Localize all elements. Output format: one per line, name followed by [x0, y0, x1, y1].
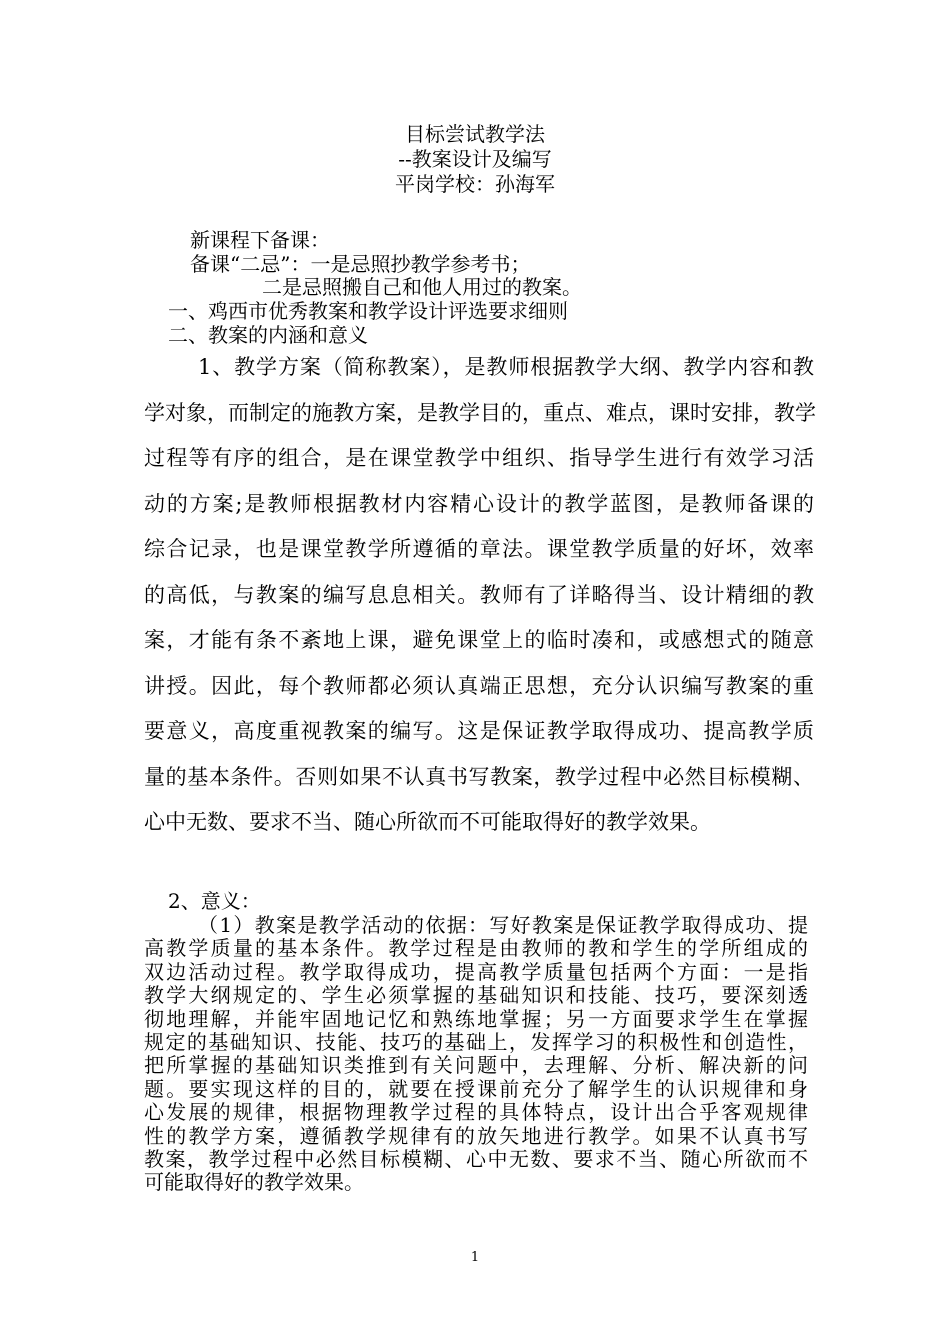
paragraph-lesson-plan-definition: [144, 345, 814, 846]
paragraph-line: 性的教学方案，遵循教学规律有的放矢地进行教学。如果不认真书写: [144, 1123, 808, 1148]
paragraph-line: （1）教案是教学活动的依据：写好教案是保证教学取得成功、提: [198, 913, 808, 937]
paragraph-line: 要意义，高度重视教案的编写。这是保证教学取得成功、提高教学质: [144, 719, 814, 743]
section-heading-1: 一、鸡西市优秀教案和教学设计评选要求细则: [168, 299, 568, 323]
paragraph-line: 心发展的规律，根据物理教学过程的具体特点，设计出合乎客观规律: [144, 1100, 808, 1125]
paragraph-line: 题。要实现这样的目的，就要在授课前充分了解学生的认识规律和身: [144, 1076, 808, 1101]
paragraph-line: 动的方案;是教师根据教材内容精心设计的教学蓝图，是教师备课的: [144, 491, 814, 516]
paragraph-line: 把所掌握的基础知识类推到有关问题中，去理解、分析、解决新的问: [144, 1053, 808, 1078]
paragraph-line: 教学大纲规定的、学生必须掌握的基础知识和技能、技巧，要深刻透: [144, 983, 808, 1008]
paragraph-line: 1、教学方案（简称教案），是教师根据教学大纲、教学内容和教: [198, 355, 814, 379]
paragraph-line: 教案，教学过程中必然目标模糊、心中无数、要求不当、随心所欲而不: [144, 1147, 808, 1172]
intro-line-3: 二是忌照搬自己和他人用过的教案。: [262, 275, 582, 299]
section-heading-meaning: 2、意义：: [168, 889, 261, 913]
paragraph-line: 高教学质量的基本条件。教学过程是由教师的教和学生的学所组成的: [144, 936, 808, 961]
paragraph-line: 过程等有序的组合，是在课堂教学中组织、指导学生进行有效学习活: [144, 446, 814, 470]
paragraph-line: 案，才能有条不紊地上课，避免课堂上的临时凑和，或感想式的随意: [144, 628, 814, 652]
page-number: 1: [470, 1250, 480, 1265]
document-title: 目标尝试教学法: [405, 122, 545, 146]
paragraph-line: 双边活动过程。教学取得成功，提高教学质量包括两个方面：一是指: [144, 959, 808, 984]
paragraph-line: 可能取得好的教学效果。: [144, 1170, 364, 1195]
document-author: 平岗学校：孙海军: [395, 172, 555, 196]
paragraph-line: 规定的基础知识、技能、技巧的基础上，发挥学习的积极性和创造性，: [144, 1030, 808, 1055]
paragraph-line: 心中无数、要求不当、随心所欲而不可能取得好的教学效果。: [144, 810, 711, 834]
paragraph-line: 综合记录，也是课堂教学所遵循的章法。课堂教学质量的好坏，效率: [144, 537, 814, 561]
paragraph-line: 量的基本条件。否则如果不认真书写教案，教学过程中必然目标模糊、: [144, 764, 814, 789]
paragraph-line: 的高低，与教案的编写息息相关。教师有了详略得当、设计精细的教: [144, 582, 814, 607]
intro-line-1: 新课程下备课：: [190, 228, 330, 252]
title-block: [0, 122, 950, 197]
intro-line-2: 备课“二忌”：一是忌照抄教学参考书；: [190, 252, 531, 276]
document-subtitle: --教案设计及编写: [398, 147, 552, 171]
paragraph-lesson-plan-meaning: [144, 914, 808, 1195]
paragraph-line: 讲授。因此，每个教师都必须认真端正思想，充分认识编写教案的重: [144, 673, 814, 698]
section-heading-2: 二、教案的内涵和意义: [168, 323, 368, 347]
paragraph-line: 彻地理解，并能牢固地记忆和熟练地掌握；另一方面要求学生在掌握: [144, 1006, 808, 1031]
paragraph-line: 学对象，而制定的施教方案，是教学目的，重点、难点，课时安排，教学: [144, 400, 816, 425]
